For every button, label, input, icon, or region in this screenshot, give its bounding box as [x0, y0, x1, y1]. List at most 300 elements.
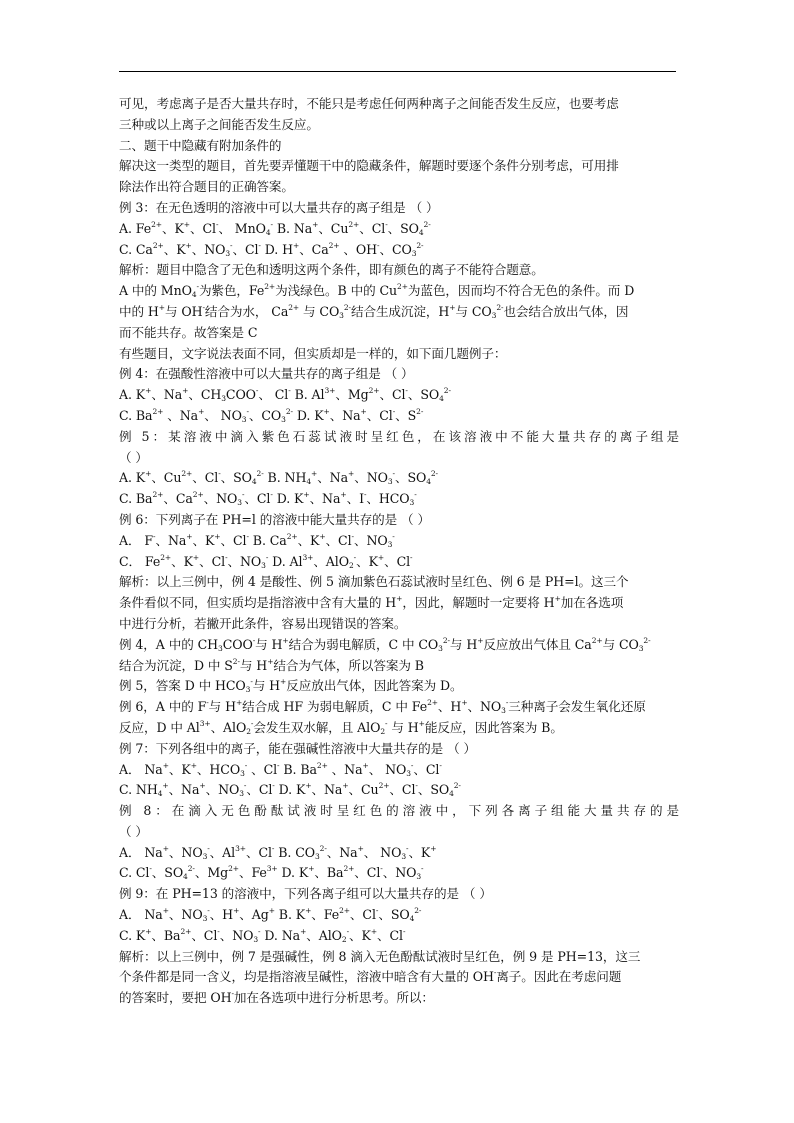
superscript: +	[268, 906, 275, 916]
text-run: 、Mg	[194, 865, 229, 881]
text-line	[119, 115, 679, 136]
text-line	[119, 198, 679, 219]
text-run: B. CO	[274, 844, 315, 860]
superscript: 3+	[199, 718, 211, 728]
text-run: 、SO	[378, 907, 410, 923]
superscript: -	[206, 698, 209, 708]
superscript: -	[375, 906, 379, 916]
text-run: 、NO	[205, 782, 240, 798]
superscript: -	[346, 926, 350, 936]
superscript: -	[153, 531, 156, 541]
superscript: +	[186, 531, 193, 541]
text-run: 、NO	[467, 699, 502, 715]
subscript: 4	[265, 227, 271, 237]
subscript: 3	[491, 310, 497, 320]
text-run: 、Al	[209, 844, 236, 860]
text-run: 为紫色，Fe	[198, 283, 265, 299]
superscript: 2-	[416, 240, 424, 250]
superscript: +	[430, 843, 437, 853]
superscript: +	[396, 594, 403, 604]
text-run: 解决这一类型的题目，首先要弄懂题干中的隐藏条件，解题时要逐个条件分别考虑，可用排	[119, 158, 619, 174]
subscript: 3	[218, 643, 223, 653]
superscript: -	[149, 864, 152, 874]
text-run: B. Ca	[248, 532, 287, 548]
text-run: 、K	[171, 553, 193, 569]
text-run: 、Cl	[384, 553, 411, 569]
superscript: +	[311, 469, 318, 479]
text-run: 解析：以上三例中，例 7 是强碱性，例 8 滴入无色酚酞试液时呈红色，例 9 是 PH=13，这三	[119, 948, 641, 964]
superscript: +	[233, 906, 240, 916]
text-run: 除法作出符合题目的正确答案。	[119, 179, 294, 195]
superscript: -	[258, 926, 261, 936]
superscript: 2+	[378, 781, 390, 791]
superscript: 2+	[348, 219, 360, 229]
text-run: 、I	[346, 491, 364, 507]
text-run: B. NH	[263, 470, 307, 486]
superscript: +	[183, 219, 190, 229]
text-run: 结合为弱电解质，C 中 CO	[288, 636, 439, 652]
text-run: 、 MnO	[218, 220, 266, 236]
superscript: +	[305, 906, 312, 916]
text-run: 为浅绿色。B 中的 Cu	[275, 283, 398, 299]
text-run: 条件看似不同，但实质均是指溶液中含有大量的 H	[119, 595, 397, 611]
text-line	[119, 323, 679, 344]
text-run: 、Cl	[245, 844, 272, 860]
text-line	[119, 676, 679, 697]
superscript: 2+	[288, 302, 300, 312]
text-run: 、CO	[379, 241, 412, 257]
text-run: 与 H	[387, 719, 419, 735]
superscript: 2-	[343, 302, 351, 312]
superscript: 2+	[152, 406, 164, 416]
text-run: 、Na	[327, 761, 363, 777]
subscript: 3	[202, 851, 208, 861]
superscript: -	[252, 635, 256, 645]
text-run: 、Cu	[318, 220, 349, 236]
text-run: 、SO	[394, 470, 427, 486]
superscript: +	[162, 906, 169, 916]
superscript: -	[272, 781, 275, 791]
subscript: 3	[221, 394, 226, 404]
text-run: 、K	[163, 241, 186, 257]
superscript: 2-	[414, 906, 422, 916]
superscript: 2+	[192, 490, 204, 500]
text-line	[119, 884, 679, 905]
text-run: 、Cl	[325, 532, 352, 548]
text-run: COO	[222, 636, 253, 652]
text-run: 与 H	[208, 699, 236, 715]
text-run: 、Cl	[189, 220, 216, 236]
superscript: +	[282, 635, 289, 645]
superscript: +	[182, 386, 189, 396]
text-run: C. Ca	[119, 241, 153, 257]
superscript: -	[439, 760, 442, 770]
text-run: 、NO	[191, 241, 226, 257]
text-line	[119, 406, 679, 427]
text-run: A． F	[119, 532, 154, 548]
text-line	[119, 468, 679, 489]
text-run: 解析：题目中隐含了无色和透明这两个条件，即有颜色的离子不能符合题意。	[119, 262, 544, 278]
superscript: +	[162, 843, 169, 853]
text-run: 、OH	[339, 241, 378, 257]
text-run: 、NO	[382, 865, 417, 881]
text-run: B. K	[274, 907, 306, 923]
text-run: 、Ag	[239, 907, 269, 923]
superscript: -	[410, 552, 413, 562]
superscript: +	[198, 406, 205, 416]
text-run: 、Mg	[335, 387, 369, 403]
superscript: +	[305, 781, 312, 791]
superscript: -	[380, 864, 383, 874]
superscript: 2+	[339, 906, 350, 916]
text-run: 例 9：在 PH=13 的溶液中，下列各离子组可以大量共存的是 （ ）	[119, 886, 492, 902]
text-run: 、HCO	[366, 491, 410, 507]
subscript: 4	[191, 290, 197, 300]
superscript: +	[308, 864, 315, 874]
subscript: 4	[183, 872, 188, 882]
text-run: D. K	[274, 782, 306, 798]
text-line	[119, 552, 679, 573]
superscript: -	[207, 843, 210, 853]
subscript: 4	[449, 789, 454, 799]
text-run: 、SO	[151, 865, 184, 881]
text-run: 、Cu	[348, 782, 379, 798]
text-run: 中的 H	[119, 303, 159, 319]
superscript: 2+	[151, 219, 162, 229]
subscript: 3	[339, 310, 344, 320]
subscript: 3	[314, 851, 320, 861]
superscript: +	[449, 302, 456, 312]
superscript: -	[410, 760, 414, 770]
superscript: 2-	[232, 656, 240, 666]
superscript: -	[202, 302, 205, 312]
text-run: 、NO	[353, 532, 388, 548]
superscript: -	[270, 219, 273, 229]
superscript: -	[505, 698, 509, 708]
superscript: -	[288, 386, 291, 396]
text-run: 、Ba	[314, 865, 344, 881]
superscript: -	[385, 718, 388, 728]
superscript: +	[145, 926, 152, 936]
text-run: C. Cl	[119, 865, 150, 881]
text-run: 中进行分析，若撇开此条件，容易出现错误的答案。	[119, 615, 407, 631]
text-run: 、HCO	[196, 761, 241, 777]
text-run: 结合为气体，所以答案为 B	[273, 657, 424, 673]
text-line	[119, 302, 679, 323]
text-run: 、AlO	[306, 927, 342, 943]
text-run: COO	[225, 387, 256, 403]
text-run: C. K	[119, 927, 146, 943]
text-run: 、Cl	[246, 782, 273, 798]
text-run: D. K	[292, 407, 324, 423]
superscript: +	[319, 531, 326, 541]
text-line	[119, 822, 679, 843]
text-run: 结合为沉淀，D 中 S	[119, 657, 233, 673]
text-line	[119, 489, 679, 510]
text-run: 、Na	[163, 407, 199, 423]
text-run: 、CH	[188, 387, 222, 403]
header-rule	[119, 71, 676, 72]
text-run: 解析：以上三例中，例 4 是酸性、例 5 滴加紫色石蕊试液时呈红色、例 6 是 PH=l。这三个	[119, 574, 629, 590]
text-run: C. Ba	[119, 491, 153, 507]
superscript: -	[405, 386, 408, 396]
text-run: 与 H	[239, 657, 268, 673]
text-run: D. K	[272, 491, 304, 507]
superscript: -	[277, 760, 280, 770]
text-run: 反应，D 中 Al	[119, 719, 200, 735]
superscript: -	[250, 718, 254, 728]
superscript: -	[392, 469, 395, 479]
superscript: +	[362, 760, 369, 770]
superscript: -	[414, 490, 417, 500]
text-run: 例 5：某溶液中滴入紫色石蕊试液时呈红色，在该溶液中不能大量共存的离子组是	[119, 428, 679, 444]
text-line	[119, 156, 679, 177]
subscript: 3	[409, 498, 415, 508]
superscript: -	[241, 490, 245, 500]
superscript: 2+	[328, 240, 340, 250]
text-run: 与 OH	[164, 303, 203, 319]
superscript: -	[246, 531, 249, 541]
subscript: 2	[246, 726, 251, 736]
subscript: 4	[409, 914, 415, 924]
superscript: -	[246, 406, 249, 416]
superscript: -	[207, 906, 210, 916]
subscript: 3	[416, 872, 422, 882]
text-line	[119, 260, 679, 281]
superscript: 2+	[591, 635, 603, 645]
text-run: 、 NO	[363, 844, 402, 860]
subscript: 4	[251, 477, 257, 487]
text-run: 也会结合放出气体，因	[503, 303, 629, 319]
text-line	[119, 427, 679, 448]
superscript: -	[421, 864, 424, 874]
text-line	[119, 614, 679, 635]
text-run: 、Cl	[247, 761, 278, 777]
subscript: 4	[426, 477, 431, 487]
text-run: C. Ba	[119, 407, 153, 423]
subscript: 2	[380, 726, 386, 736]
superscript: 2-	[643, 635, 651, 645]
text-run: D. K	[277, 865, 309, 881]
text-line	[119, 448, 679, 469]
text-run: 、K	[297, 532, 320, 548]
superscript: -	[244, 760, 248, 770]
text-run: 、K	[161, 220, 184, 236]
superscript: +	[280, 677, 287, 687]
superscript: +	[418, 718, 425, 728]
text-run: （ ）	[119, 449, 148, 465]
superscript: -	[230, 240, 233, 250]
superscript: -	[215, 219, 219, 229]
superscript: +	[235, 698, 243, 708]
subscript: 4	[439, 394, 444, 404]
text-line	[119, 281, 679, 302]
text-line	[119, 510, 679, 531]
document-body	[119, 94, 679, 1009]
text-line	[119, 94, 679, 115]
text-run: 、Cl	[389, 782, 416, 798]
subscript: 3	[237, 498, 242, 508]
subscript: 3	[501, 706, 506, 716]
superscript: 2+	[152, 490, 164, 500]
text-run: 与 H	[255, 636, 283, 652]
text-run: D. H	[260, 241, 293, 257]
text-run: 、Na	[309, 491, 341, 507]
text-run: 三种离子会发生氧化还原	[508, 699, 646, 715]
text-run: 、H	[209, 907, 234, 923]
text-run: 三种或以上离子之间能否发生反应。	[119, 116, 319, 132]
text-line	[119, 863, 679, 884]
superscript: -	[385, 219, 388, 229]
superscript: 2-	[430, 469, 438, 479]
text-run: 、K	[356, 553, 378, 569]
text-run: 与 CO	[602, 636, 639, 652]
superscript: +	[267, 656, 274, 666]
text-run: 例 3：在无色透明的溶液中可以大量共存的离子组是 （ ）	[119, 199, 439, 215]
text-run: 而不能共存。故答案是 C	[119, 324, 258, 340]
superscript: 2+	[427, 698, 438, 708]
text-run: A. K	[119, 387, 146, 403]
superscript: 2-	[187, 864, 195, 874]
text-run: 结合成 HF 为弱电解质，C 中 Fe	[242, 699, 428, 715]
text-run: 反应放出气体，因此答案为 D。	[286, 678, 463, 694]
text-run: 、Na	[151, 387, 183, 403]
text-line	[119, 905, 679, 926]
text-run: 结合生成沉淀，H	[350, 303, 450, 319]
superscript: +	[477, 635, 484, 645]
text-run: 与 CO	[455, 303, 492, 319]
text-run: 、Cu	[151, 470, 182, 486]
subscript: 3	[401, 851, 406, 861]
text-run: 二、题干中隐藏有附加条件的	[119, 137, 282, 153]
text-run: 、NO	[354, 470, 388, 486]
superscript: -	[271, 843, 275, 853]
superscript: -	[270, 490, 273, 500]
subscript: 3	[225, 248, 231, 258]
text-run: 、Na	[311, 782, 343, 798]
text-run: 、Cl	[349, 907, 376, 923]
text-run: 、K	[408, 844, 431, 860]
text-line	[119, 988, 679, 1009]
text-run: 个条件都是同一含义，均是指溶液呈碱性，溶液中暗含有大量的 OH	[119, 969, 494, 985]
subscript: 3	[281, 414, 286, 424]
text-line	[119, 926, 679, 947]
text-run: 、Cl	[354, 865, 381, 881]
text-line	[119, 136, 679, 157]
superscript: -	[255, 386, 259, 396]
superscript: -	[225, 552, 228, 562]
subscript: 2	[348, 560, 354, 570]
text-run: 、Ca	[299, 241, 329, 257]
text-run: 例 6，A 中的 F	[119, 699, 207, 715]
superscript: +	[192, 552, 200, 562]
text-run: 、S	[395, 407, 417, 423]
text-run: 、Ca	[163, 491, 193, 507]
text-run: 、Cl	[413, 761, 440, 777]
text-run: 例 8：在滴入无色酚酞试液时呈红色的溶液中，下列各离子组能大量共存的是	[119, 803, 679, 819]
superscript: -	[243, 781, 247, 791]
text-run: 、SO	[220, 470, 252, 486]
text-line	[119, 344, 679, 365]
text-run: 与 H	[252, 678, 281, 694]
text-run: 、K	[192, 532, 215, 548]
superscript: -	[402, 926, 406, 936]
superscript: 2+	[181, 469, 193, 479]
superscript: 3+	[324, 386, 336, 396]
text-run: 能反应，因此答案为 B。	[424, 719, 563, 735]
text-line	[119, 947, 679, 968]
superscript: +	[300, 926, 307, 936]
subscript: 3	[387, 477, 393, 487]
superscript: 2+	[160, 552, 172, 562]
subscript: 3	[638, 643, 644, 653]
text-run: 、H	[437, 699, 462, 715]
superscript: -	[218, 469, 221, 479]
subscript: 3	[245, 685, 251, 695]
subscript: 3	[202, 914, 208, 924]
subscript: 3	[239, 789, 244, 799]
subscript: 3	[241, 414, 247, 424]
superscript: +	[145, 386, 152, 396]
text-run: C． Fe	[119, 553, 161, 569]
text-run: A． Na	[119, 907, 163, 923]
text-run: 、Na	[326, 844, 358, 860]
superscript: 3+	[235, 843, 246, 853]
text-run: 、 NO	[368, 761, 407, 777]
superscript: +	[162, 781, 169, 791]
text-run: 与 H	[449, 636, 478, 652]
superscript: 2+	[397, 282, 408, 292]
text-run: 、CO	[248, 407, 282, 423]
text-run: 、K	[349, 927, 371, 943]
subscript: 3	[406, 768, 411, 778]
superscript: +	[158, 302, 165, 312]
text-run: 的答案时，要把 OH	[119, 990, 232, 1006]
text-run: 、K	[168, 761, 191, 777]
subscript: 2	[341, 934, 347, 944]
superscript: +	[190, 760, 197, 770]
superscript: -	[217, 926, 220, 936]
text-line	[119, 967, 679, 988]
text-run: 有些题目，文字说法表面不同，但实质却是一样的，如下面几题例子：	[119, 345, 507, 361]
text-run: B. Ba	[279, 761, 317, 777]
text-run: A. K	[119, 470, 146, 486]
text-run: A． Na	[119, 844, 163, 860]
superscript: +	[303, 490, 310, 500]
subscript: 3	[387, 539, 393, 549]
text-line	[119, 843, 679, 864]
text-run: 、Na	[155, 532, 187, 548]
superscript: +	[323, 406, 330, 416]
text-run: 、Cl	[366, 407, 393, 423]
superscript: 2+	[152, 240, 164, 250]
superscript: +	[214, 531, 221, 541]
text-line	[119, 718, 679, 739]
text-run: 、SO	[407, 387, 440, 403]
text-line	[119, 364, 679, 385]
subscript: 4	[306, 477, 311, 487]
text-line	[119, 531, 679, 552]
superscript: +	[312, 219, 319, 229]
text-run: ，因此，解题时一定要将 H	[402, 595, 555, 611]
text-run: 例 4，A 中的 CH	[119, 636, 219, 652]
superscript: 2-	[285, 406, 293, 416]
subscript: 3	[438, 643, 443, 653]
subscript: 4	[157, 789, 163, 799]
text-run: 、SO	[417, 782, 450, 798]
text-line	[119, 240, 679, 261]
text-run: 、Na	[317, 470, 349, 486]
